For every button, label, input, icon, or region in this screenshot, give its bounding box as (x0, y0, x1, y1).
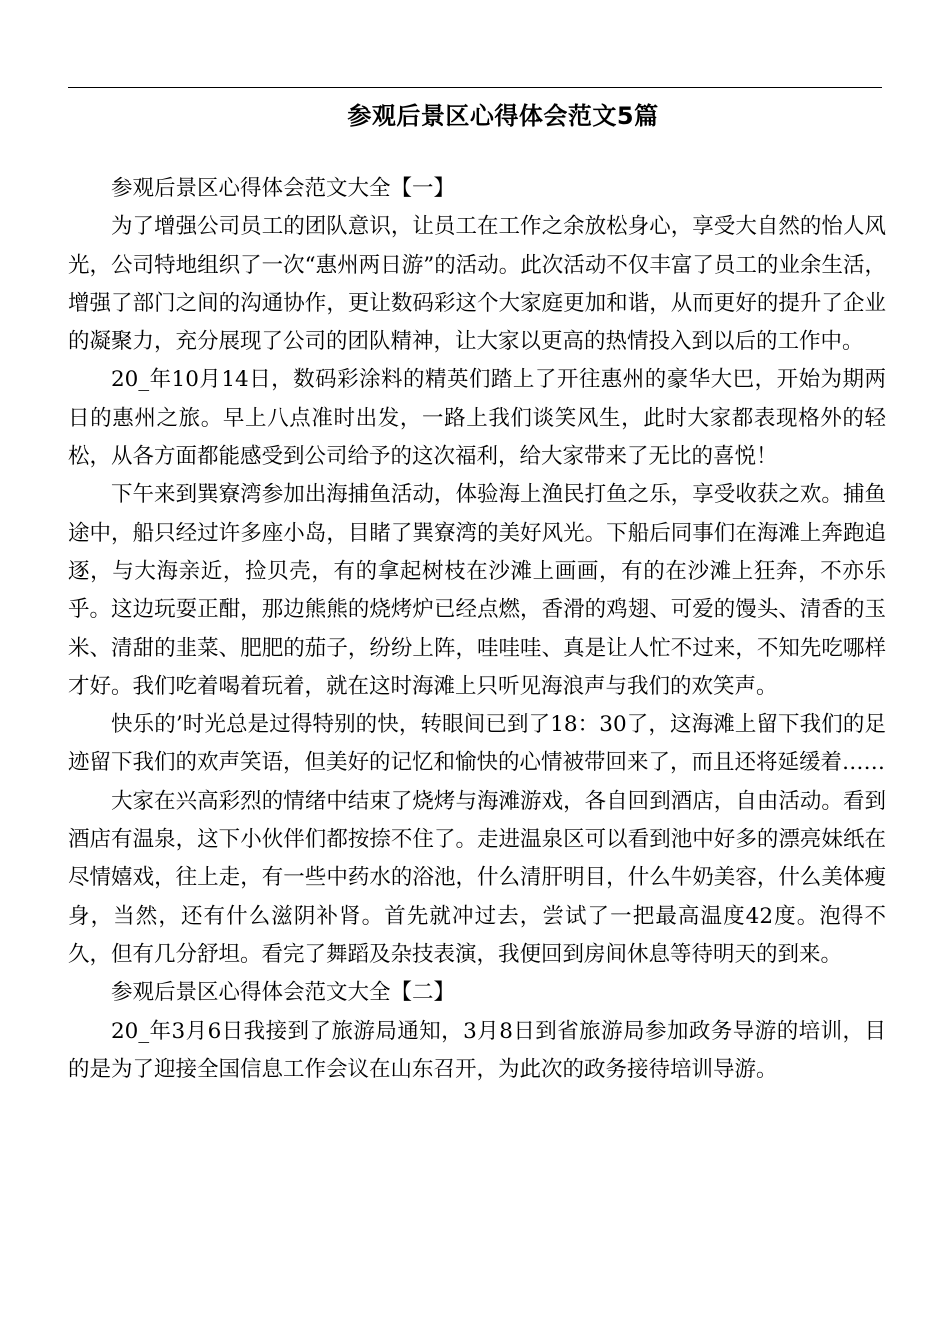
section-heading-1: 参观后景区心得体会范文大全【一】 (111, 176, 456, 201)
paragraph: 下午来到巽寮湾参加出海捕鱼活动，体验海上渔民打鱼之乐，享受收获之欢。捕鱼途中，船只经过许多座小岛，目睹了巽寮湾的美好风光。下船后同事们在海滩上奔跑追逐，与大海亲近，捡贝壳，有的拿起树枝在沙滩上画画，有的在沙滩上狂奔，不亦乐乎。这边玩耍正酣，那边熊熊的烧烤炉已经点燃，香滑的鸡翅、可爱的馒头、清香的玉米、清甜的韭菜、肥肥的茄子，纷纷上阵，哇哇哇、真是让人忙不过来，不知先吃哪样才好。我们吃着喝着玩着，就在这时海滩上只听见海浪声与我们的欢笑声。 (68, 482, 886, 699)
header-rule (68, 87, 882, 88)
paragraph: 20_年3月6日我接到了旅游局通知，3月8日到省旅游局参加政务导游的培训，目的是为了迎接全国信息工作会议在山东召开，为此次的政务接待培训导游。 (68, 1018, 886, 1082)
paragraph: 20_年10月14日，数码彩涂料的精英们踏上了开往惠州的豪华大巴，开始为期两日的惠州之旅。早上八点准时出发，一路上我们谈笑风生，此时大家都表现格外的轻松，从各方面都能感受到公司给予的这次福利，给大家带来了无比的喜悦！ (68, 367, 886, 470)
paragraph: 大家在兴高彩烈的情绪中结束了烧烤与海滩游戏，各自回到酒店，自由活动。看到酒店有温泉，这下小伙伴们都按捺不住了。走进温泉区可以看到池中好多的漂亮妹纸在尽情嬉戏，往上走，有一些中药水的浴池，什么清肝明目，什么牛奶美容，什么美体瘦身，当然，还有什么滋阴补肾。首先就冲过去，尝试了一把最高温度42度。泡得不久，但有几分舒坦。看完了舞蹈及杂技表演，我便回到房间休息等待明天的到来。 (68, 788, 886, 967)
document-title: 参观后景区心得体会范文5篇 (347, 102, 659, 130)
paragraph: 为了增强公司员工的团队意识，让员工在工作之余放松身心，享受大自然的怡人风光，公司特地组织了一次“惠州两日游”的活动。此次活动不仅丰富了员工的业余生活，增强了部门之间的沟通协作，更让数码彩这个大家庭更加和谐，从而更好的提升了企业的凝聚力，充分展现了公司的团队精神，让大家以更高的热情投入到以后的工作中。 (68, 214, 886, 355)
paragraph: 快乐的’时光总是过得特别的快，转眼间已到了18：30了，这海滩上留下我们的足迹留下我们的欢声笑语，但美好的记忆和愉快的心情被带回来了，而且还将延缓着…… (68, 712, 886, 776)
document-body (68, 170, 886, 1089)
section-heading-2: 参观后景区心得体会范文大全【二】 (111, 980, 456, 1006)
